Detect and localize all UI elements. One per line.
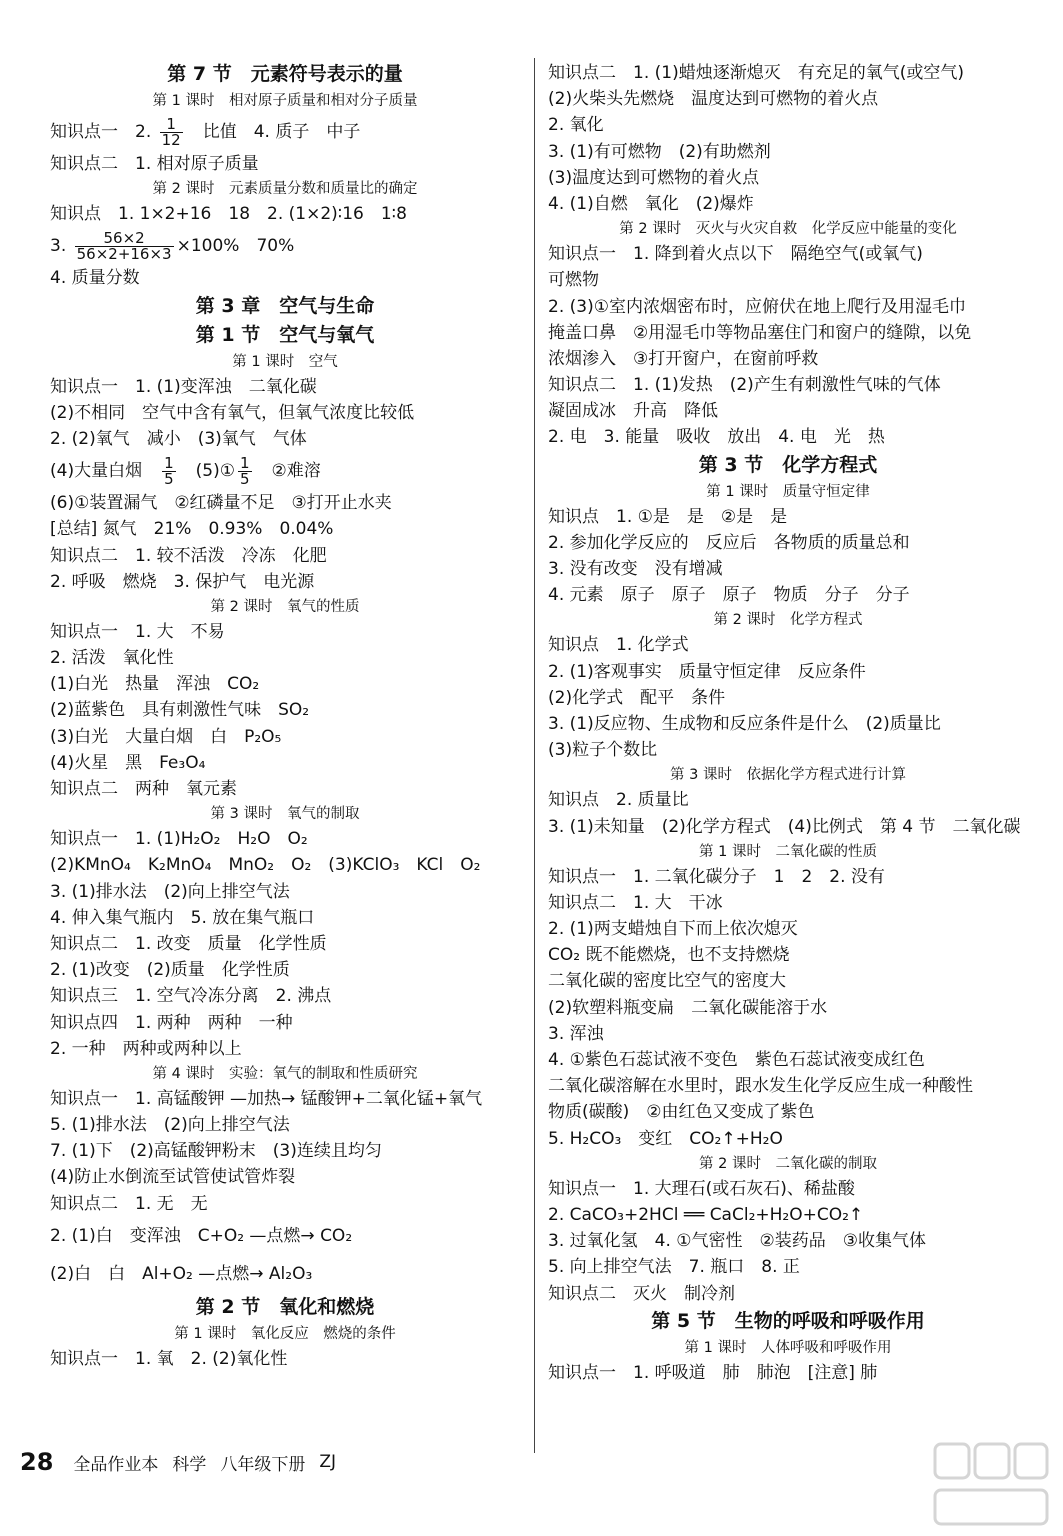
answer-line: 5. H₂CO₃ 变红 CO₂↑+H₂O <box>548 1128 783 1149</box>
section-heading: 第 3 章 空气与生命 <box>195 294 375 317</box>
answer-line: 凝固成冰 升高 降低 <box>548 401 718 422</box>
fraction <box>238 453 252 488</box>
subject: 科学 <box>172 1454 207 1475</box>
answer-line: (2)火柴头先燃烧 温度达到可燃物的着火点 <box>548 89 879 110</box>
lesson-heading: 第 1 课时 空气 <box>232 353 338 370</box>
fraction <box>75 228 174 263</box>
answer-line: 知识点二 1. 较不活泼 冷冻 化肥 <box>50 545 327 566</box>
answer-line: 3. 没有改变 没有增减 <box>548 559 723 579</box>
edition: ZJ <box>319 1452 337 1472</box>
lesson-heading: 第 1 课时 二氧化碳的性质 <box>699 843 877 860</box>
answer-line: 2. 活泼 氧化性 <box>50 648 174 669</box>
answer-line: 知识点一 1. (1)变浑浊 二氧化碳 <box>50 376 317 397</box>
answer-line: (2)不相同 空气中含有氧气，但氧气浓度比较低 <box>50 402 415 423</box>
answer-line: 知识点一 1. 大理石(或石灰石)、稀盐酸 <box>548 1178 855 1199</box>
fraction-numerator: 1 <box>239 453 250 472</box>
fraction-numerator: 1 <box>160 117 183 133</box>
answer-text: ×100% 70% <box>176 236 295 257</box>
answer-line: 知识点二 1. 无 无 <box>50 1193 208 1214</box>
answer-line: 2. CaCO₃+2HCl ══ CaCl₂+H₂O+CO₂↑ <box>548 1204 864 1225</box>
lesson-heading: 第 1 课时 氧化反应 燃烧的条件 <box>174 1325 396 1342</box>
lesson-heading: 第 1 课时 相对原子质量和相对分子质量 <box>152 93 418 109</box>
answer-line: 2. (2)氧气 减小 (3)氧气 气体 <box>50 428 307 449</box>
answer-line: 5. (1)排水法 (2)向上排空气法 <box>50 1115 290 1136</box>
answer-line: 知识点一 1. 呼吸道 肺 肺泡 [注意] 肺 <box>548 1362 878 1383</box>
answer-text: 3. <box>50 236 72 257</box>
answer-line: (2)白 白 Al+O₂ —点燃→ Al₂O₃ <box>50 1263 313 1284</box>
answer-line: 二氧化碳的密度比空气的密度大 <box>548 971 786 992</box>
lesson-heading: 第 1 课时 质量守恒定律 <box>706 483 870 500</box>
left-column <box>50 60 520 1372</box>
answer-line: 知识点二 1. (1)发热 (2)产生有刺激性气味的气体 <box>548 375 941 396</box>
answer-line: 可燃物 <box>548 270 599 291</box>
answer-line: 知识点 2. 质量比 <box>548 790 689 811</box>
answer-line <box>50 452 520 490</box>
lesson-heading: 第 2 课时 二氧化碳的制取 <box>699 1155 877 1172</box>
answer-line: 知识点二 1. 改变 质量 化学性质 <box>50 933 327 954</box>
answer-line: (3)白光 大量白烟 白 P₂O₅ <box>50 726 282 747</box>
answer-line: 2. 参加化学反应的 反应后 各物质的质量总和 <box>548 532 910 553</box>
answer-line: 知识点 1. 1×2+16 18 2. (1×2)∶16 1∶8 <box>50 204 407 225</box>
section-heading: 第 3 节 化学方程式 <box>698 453 878 476</box>
answer-line: 2. 一种 两种或两种以上 <box>50 1038 242 1059</box>
answer-line: 知识点四 1. 两种 两种 一种 <box>50 1012 293 1033</box>
answer-line: (6)①装置漏气 ②红磷量不足 ③打开止水夹 <box>50 493 392 514</box>
fraction-numerator: 56×2 <box>75 231 174 247</box>
fraction-denominator: 5 <box>239 469 250 488</box>
answer-line: CO₂ 既不能燃烧，也不支持燃烧 <box>548 945 790 966</box>
answer-line: 5. 向上排空气法 7. 瓶口 8. 正 <box>548 1257 800 1278</box>
answer-line: 知识点三 1. 空气冷冻分离 2. 沸点 <box>50 986 332 1007</box>
fraction-numerator: 1 <box>164 453 174 472</box>
answer-line: 3. 浑浊 <box>548 1023 604 1044</box>
answer-line: 知识点 1. ①是 是 ②是 是 <box>548 506 788 527</box>
section-heading: 第 7 节 元素符号表示的量 <box>167 63 403 85</box>
lesson-heading: 第 4 课时 实验：氧气的制取和性质研究 <box>152 1065 418 1082</box>
column-divider <box>534 58 535 1453</box>
answer-text: (5)① <box>178 461 235 482</box>
fraction-denominator: 12 <box>161 130 181 149</box>
page-number: 28 <box>20 1448 54 1476</box>
answer-line: (3)粒子个数比 <box>548 740 658 761</box>
answer-line: (2)KMnO₄ K₂MnO₄ MnO₂ O₂ (3)KClO₃ KCl O₂ <box>50 855 481 876</box>
answer-line: 3. (1)有可燃物 (2)有助燃剂 <box>548 141 771 162</box>
answer-line: 7. (1)下 (2)高锰酸钾粉末 (3)连续且均匀 <box>50 1141 382 1162</box>
watermark-logo-icon <box>931 1438 1051 1530</box>
answer-line: 2. (1)两支蜡烛自下而上依次熄灭 <box>548 919 798 940</box>
answer-line: 知识点一 1. 氧 2. (2)氧化性 <box>50 1348 288 1369</box>
answer-line: (4)火星 黑 Fe₃O₄ <box>50 752 206 773</box>
answer-line: 2. 呼吸 燃烧 3. 保护气 电光源 <box>50 571 315 592</box>
answer-line: (3)温度达到可燃物的着火点 <box>548 167 760 188</box>
lesson-heading: 第 2 课时 化学方程式 <box>713 612 863 629</box>
answer-line: 知识点一 1. 降到着火点以下 隔绝空气(或氧气) <box>548 244 923 265</box>
answer-line: 4. 伸入集气瓶内 5. 放在集气瓶口 <box>50 907 315 928</box>
answer-line: 2. (3)①室内浓烟密布时，应俯伏在地上爬行及用湿毛巾 <box>548 296 966 317</box>
answer-line <box>50 227 520 265</box>
answer-text: ②难溶 <box>254 461 321 482</box>
book-title: 全品作业本 <box>73 1454 159 1475</box>
answer-line: 知识点一 1. 大 不易 <box>50 621 225 642</box>
answer-line: 掩盖口鼻 ②用湿毛巾等物品塞住门和窗户的缝隙，以免 <box>548 322 972 343</box>
answer-line: 2. (1)改变 (2)质量 化学性质 <box>50 960 290 981</box>
answer-line: 知识点一 1. 二氧化碳分子 1 2 2. 没有 <box>548 866 885 887</box>
answer-text: 比值 4. 质子 中子 <box>185 122 361 142</box>
page-footer <box>20 1445 350 1479</box>
lesson-heading: 第 1 课时 人体呼吸和呼吸作用 <box>684 1339 892 1356</box>
answer-line: [总结] 氮气 21% 0.93% 0.04% <box>50 519 334 540</box>
section-heading: 第 1 节 空气与氧气 <box>195 323 375 346</box>
lesson-heading: 第 3 课时 氧气的制取 <box>210 806 360 823</box>
answer-line: 知识点二 1. (1)蜡烛逐渐熄灭 有充足的氧气(或空气) <box>548 63 964 83</box>
answer-line: 知识点二 两种 氧元素 <box>50 779 237 799</box>
answer-line: 3. (1)未知量 (2)化学方程式 (4)比例式 第 4 节 二氧化碳 <box>548 816 1021 837</box>
answer-line: 浓烟渗入 ③打开窗户，在窗前呼救 <box>548 348 819 369</box>
answer-line: 知识点二 灭火 制冷剂 <box>548 1283 735 1304</box>
answer-line: 知识点 1. 化学式 <box>548 635 689 656</box>
answer-text: 知识点一 2. <box>50 122 157 142</box>
lesson-heading: 第 2 课时 元素质量分数和质量比的确定 <box>152 181 418 198</box>
answer-line: 知识点一 1. 高锰酸钾 —加热→ 锰酸钾+二氧化锰+氧气 <box>50 1088 483 1109</box>
answer-text: (4)大量白烟 <box>50 461 160 482</box>
answer-line: 2. (1)客观事实 质量守恒定律 反应条件 <box>548 661 866 682</box>
answer-line: 4. 质量分数 <box>50 268 140 289</box>
grade: 八年级下册 <box>220 1454 306 1475</box>
answer-line <box>50 113 520 151</box>
answer-line: 3. 过氧化氢 4. ①气密性 ②装药品 ③收集气体 <box>548 1231 926 1252</box>
answer-line: 4. (1)自燃 氧化 (2)爆炸 <box>548 193 754 214</box>
answer-line: 2. 电 3. 能量 吸收 放出 4. 电 光 热 <box>548 427 885 448</box>
fraction-denominator: 56×2+16×3 <box>76 244 172 263</box>
answer-line: 4. 元素 原子 原子 原子 物质 分子 分子 <box>548 585 910 606</box>
answer-line: (2)化学式 配平 条件 <box>548 687 726 708</box>
answer-line: 4. ①紫色石蕊试液不变色 紫色石蕊试液变成红色 <box>548 1050 925 1070</box>
lesson-heading: 第 2 课时 氧气的性质 <box>210 598 360 615</box>
answer-line: (1)白光 热量 浑浊 CO₂ <box>50 674 260 695</box>
answer-line: 知识点一 1. (1)H₂O₂ H₂O O₂ <box>50 829 308 850</box>
answer-line: 物质(碳酸) ②由红色又变成了紫色 <box>548 1102 815 1123</box>
answer-line: (2)蓝紫色 具有刺激性气味 SO₂ <box>50 700 310 721</box>
answer-line: 知识点二 1. 大 干冰 <box>548 892 723 913</box>
fraction <box>160 114 183 149</box>
fraction-denominator: 5 <box>164 469 174 488</box>
answer-line: 2. (1)白 变浑浊 C+O₂ —点燃→ CO₂ <box>50 1225 353 1246</box>
lesson-heading: 第 3 课时 依据化学方程式进行计算 <box>670 767 906 784</box>
answer-line: 知识点二 1. 相对原子质量 <box>50 154 259 174</box>
lesson-heading: 第 2 课时 灭火与火灾自救 化学反应中能量的变化 <box>619 221 957 238</box>
right-column <box>548 60 1028 1386</box>
answer-line: 二氧化碳溶解在水里时，跟水发生化学反应生成一种酸性 <box>548 1076 973 1097</box>
answer-line: 2. 氧化 <box>548 115 604 136</box>
section-heading: 第 5 节 生物的呼吸和呼吸作用 <box>651 1309 925 1332</box>
answer-line: (2)软塑料瓶变扁 二氧化碳能溶于水 <box>548 997 828 1018</box>
answer-line: 3. (1)排水法 (2)向上排空气法 <box>50 881 290 902</box>
fraction <box>162 453 176 488</box>
section-heading: 第 2 节 氧化和燃烧 <box>195 1295 375 1318</box>
answer-line: 3. (1)反应物、生成物和反应条件是什么 (2)质量比 <box>548 713 941 734</box>
answer-line: (4)防止水倒流至试管使试管炸裂 <box>50 1167 296 1188</box>
